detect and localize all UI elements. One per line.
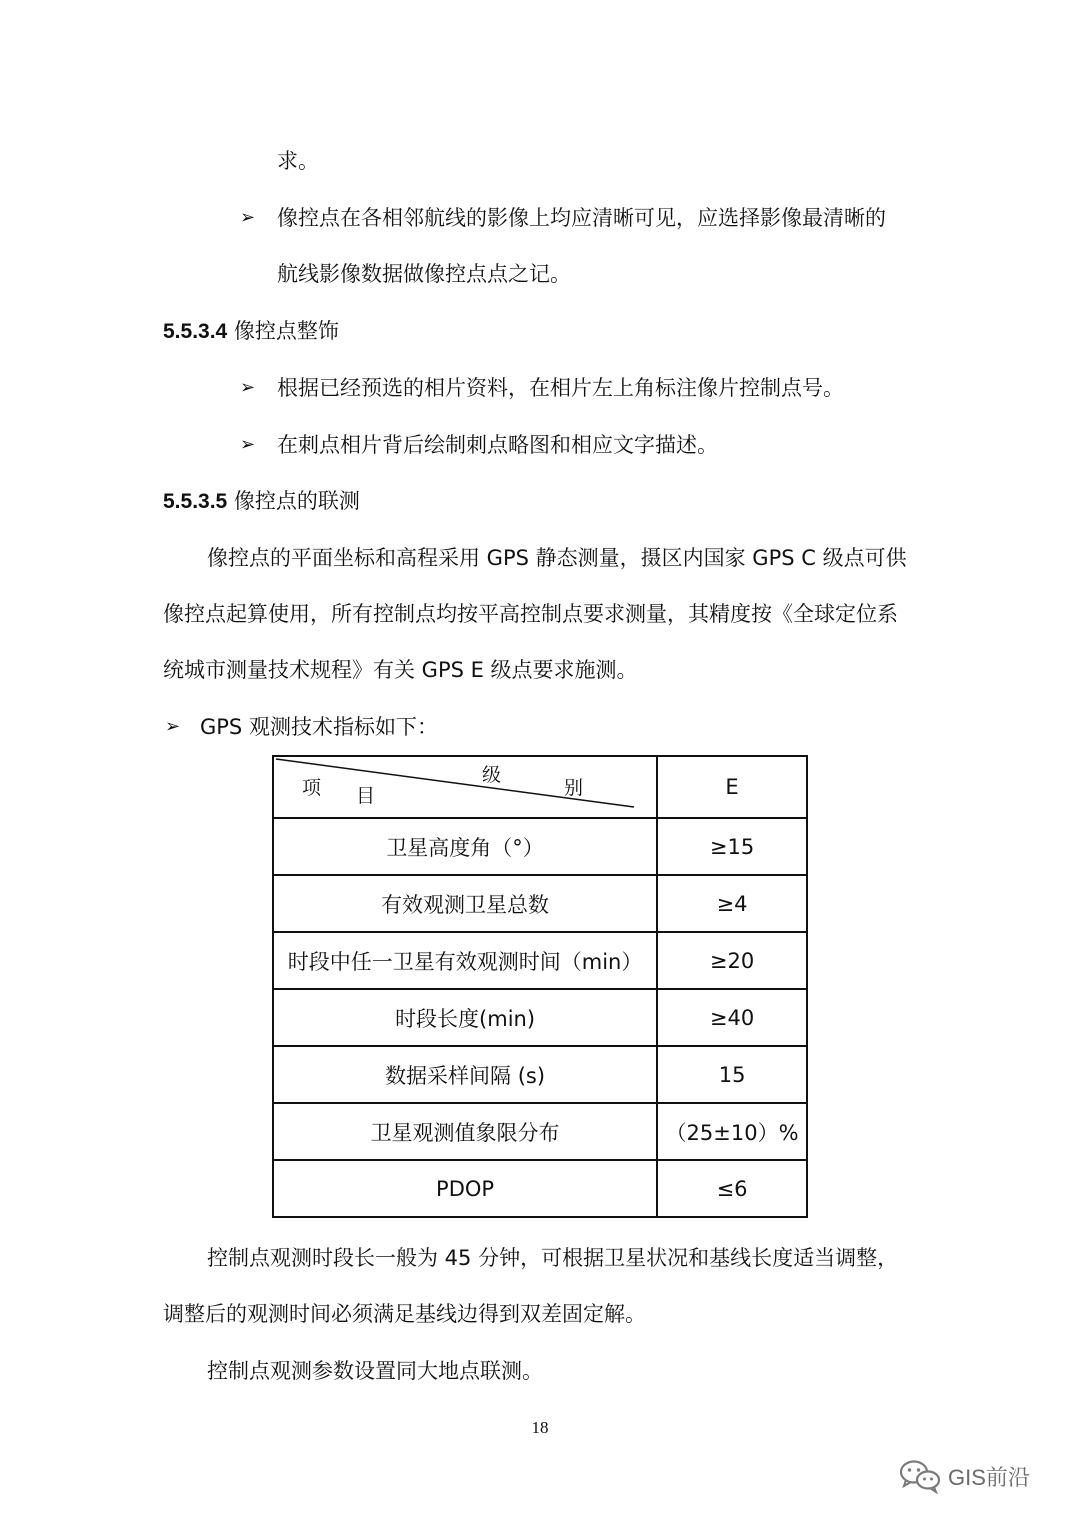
row-item-cell: 有效观测卫星总数 [273, 875, 657, 932]
watermark-text: GIS前沿 [948, 1464, 1030, 1490]
row-value-cell: ≥20 [657, 932, 807, 989]
row-value-cell: ≤6 [657, 1160, 807, 1217]
bullet-text-line: 像控点在各相邻航线的影像上均应清晰可见，应选择影像最清晰的 [277, 206, 886, 230]
bullet-text-line: 航线影像数据做像控点点之记。 [277, 262, 571, 286]
bullet-arrow-icon: ➢ [240, 207, 256, 228]
table-row [273, 1046, 807, 1103]
paragraph-line: 调整后的观测时间必须满足基线边得到双差固定解。 [163, 1302, 646, 1326]
table-row [273, 989, 807, 1046]
row-value-cell: 15 [657, 1046, 807, 1103]
row-item-cell: 时段中任一卫星有效观测时间（min） [273, 932, 657, 989]
section-number: 5.5.3.4 [163, 320, 228, 343]
section-heading [163, 316, 339, 347]
paragraph-line: 统城市测量技术规程》有关 GPS E 级点要求施测。 [163, 658, 638, 682]
row-value-cell: （25±10）% [657, 1103, 807, 1160]
bullet-text-line: GPS 观测技术指标如下： [200, 715, 438, 739]
table-row [273, 1103, 807, 1160]
table-header-row [273, 756, 807, 818]
paragraph-line: 控制点观测时段长一般为 45 分钟，可根据卫星状况和基线长度适当调整， [207, 1246, 899, 1270]
header-item-label: 目 [356, 785, 376, 807]
gps-spec-table [272, 755, 808, 1218]
row-item-cell: 卫星观测值象限分布 [273, 1103, 657, 1160]
diagonal-line [274, 757, 659, 817]
paragraph-line: 像控点起算使用，所有控制点均按平高控制点要求测量，其精度按《全球定位系 [163, 602, 898, 626]
table-row [273, 818, 807, 875]
bullet-arrow-icon: ➢ [240, 434, 256, 455]
bullet-arrow-icon: ➢ [240, 377, 256, 398]
row-item-cell: PDOP [273, 1160, 657, 1217]
row-value-cell: ≥40 [657, 989, 807, 1046]
row-value-cell: ≥4 [657, 875, 807, 932]
section-heading [163, 486, 360, 517]
header-level-label: 级 [482, 764, 502, 786]
paragraph-continuation: 求。 [277, 149, 319, 173]
wechat-icon [898, 1458, 942, 1494]
watermark [898, 1458, 1030, 1494]
header-grade-cell: E [657, 756, 807, 818]
section-title: 像控点整饰 [233, 319, 339, 343]
table-row [273, 1160, 807, 1217]
section-title: 像控点的联测 [233, 489, 360, 513]
table-row [273, 932, 807, 989]
row-item-cell: 时段长度(min) [273, 989, 657, 1046]
paragraph-line: 像控点的平面坐标和高程采用 GPS 静态测量，摄区内国家 GPS C 级点可供 [207, 546, 907, 570]
paragraph-line: 控制点观测参数设置同大地点联测。 [207, 1359, 543, 1383]
row-value-cell: ≥15 [657, 818, 807, 875]
row-item-cell: 数据采样间隔 (s) [273, 1046, 657, 1103]
section-number: 5.5.3.5 [163, 490, 228, 513]
row-item-cell: 卫星高度角（°） [273, 818, 657, 875]
bullet-text-line: 在刺点相片背后绘制刺点略图和相应文字描述。 [277, 433, 718, 457]
bullet-text-line: 根据已经预选的相片资料，在相片左上角标注像片控制点号。 [277, 376, 844, 400]
table-row [273, 875, 807, 932]
bullet-arrow-icon: ➢ [165, 716, 181, 737]
header-item-label: 项 [302, 777, 322, 799]
diagonal-header-cell [273, 756, 657, 818]
header-level-label: 别 [564, 777, 584, 799]
page-number: 18 [531, 1418, 549, 1437]
